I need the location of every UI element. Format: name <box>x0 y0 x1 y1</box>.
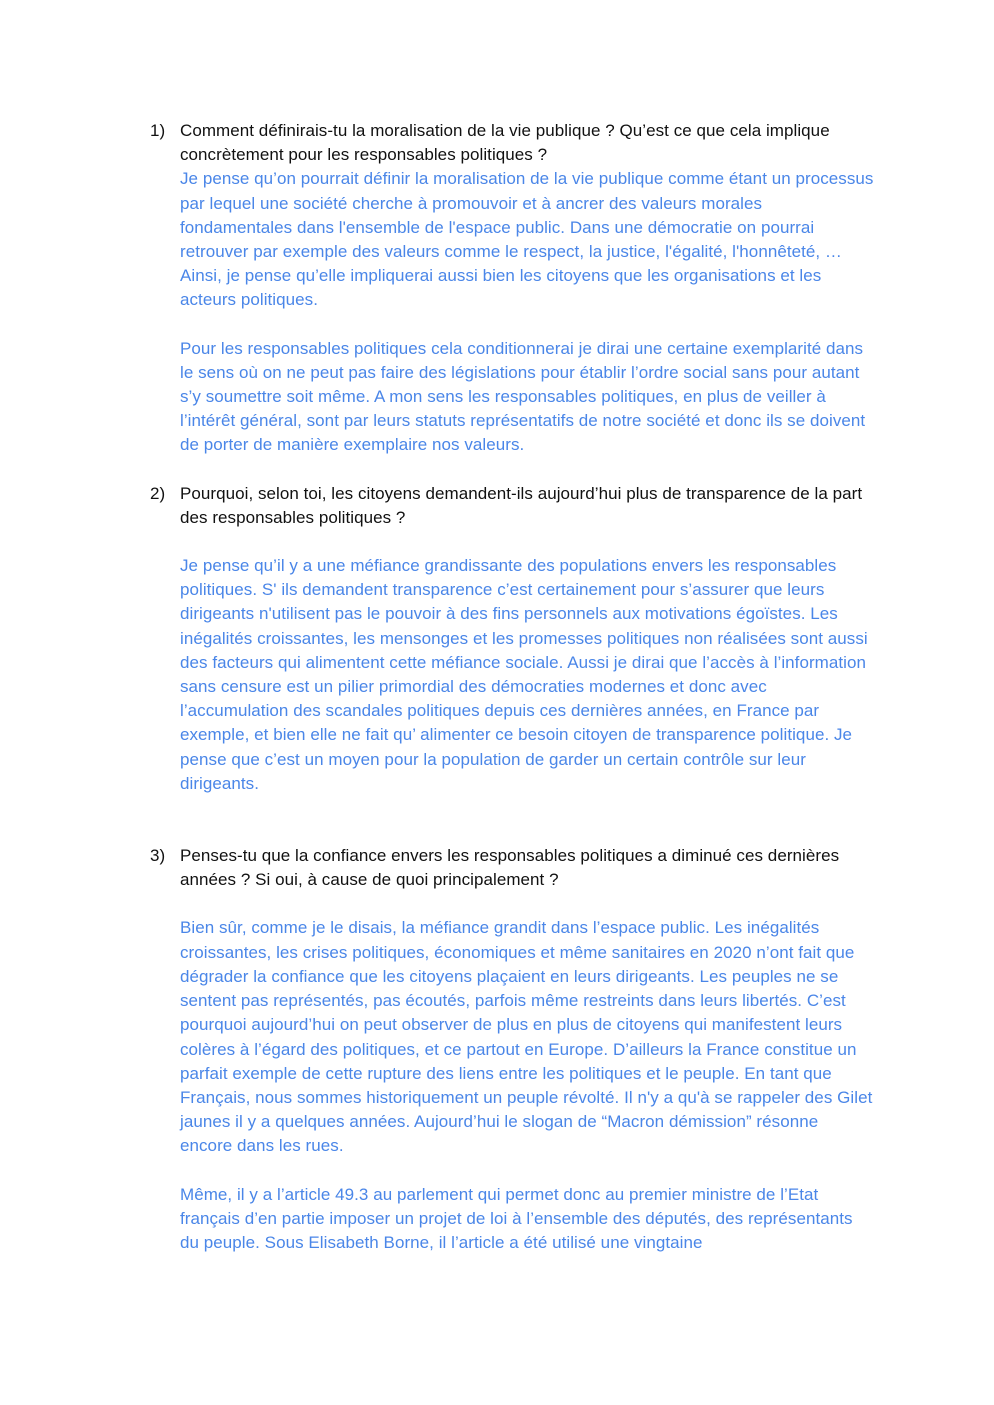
answer-3-paragraph-2: Même, il y a l’article 49.3 au parlement qui permet donc au premier ministre de l’Etat français d’en partie imposer un projet de loi à l’ensemble des députés, des représentants du peuple. Sous Elisabeth Borne, il l’article a été utilisé une vingtaine <box>180 1184 853 1252</box>
question-1 <box>150 119 875 167</box>
answer-2 <box>150 554 875 796</box>
answer-3 <box>150 916 875 1255</box>
question-section-1 <box>150 119 875 458</box>
answer-2-paragraph-1: Je pense qu’il y a une méfiance grandissante des populations envers les responsables politiques. S' ils demandent transparence c’est certainement pour s’assurer que leurs dirigeants n'utilisent pas le pouvoir à des fins personnels aux motivations égoïstes. Les inégalités croissantes, les mensonges et les promesses politiques non réalisées sont aussi des facteurs qui alimentent cette méfiance sociale. Aussi je dirai que l’accès à l’information sans censure est un pilier primordial des démocraties modernes et donc avec l’accumulation des scandales politiques depuis ces dernières années, en France par exemple, et bien elle ne fait qu’ alimenter ce besoin citoyen de transparence politique. Je pense que c’est un moyen pour la population de garder un certain contrôle sur leur dirigeants. <box>180 556 868 793</box>
question-text-3: Penses-tu que la confiance envers les responsables politiques a diminué ces dernières années ? Si oui, à cause de quoi principalement ? <box>180 846 840 890</box>
answer-1 <box>150 167 875 457</box>
question-3 <box>150 844 875 892</box>
question-2 <box>150 482 875 530</box>
question-section-3 <box>150 844 875 1255</box>
question-number-1: 1) <box>150 121 166 140</box>
question-section-2 <box>150 482 875 796</box>
answer-3-paragraph-1: Bien sûr, comme je le disais, la méfiance grandit dans l’espace public. Les inégalités croissantes, les crises politiques, économiques et même sanitaires en 2020 n’ont fait que dégrader la confiance que les citoyens plaçaient en leurs dirigeants. Les peuples ne se sentent pas représentés, pas écoutés, parfois même restreints dans leurs libertés. C’est pourquoi aujourd’hui on peut observer de plus en plus de citoyens qui manifestent leurs colères à l’égard des politiques, et ce partout en Europe. D’ailleurs la France constitue un parfait exemple de cette rupture des liens entre les politiques et le peuple. En tant que Français, nous sommes historiquement un peuple révolté. Il n'y a qu'à se rappeler des Gilet jaunes il y a quelques années. Aujourd’hui le slogan de “Macron démission” résonne encore dans les rues. <box>180 918 873 1156</box>
question-number-3: 3) <box>150 846 166 866</box>
answer-1-paragraph-2: Pour les responsables politiques cela conditionnerai je dirai une certaine exemplarité dans le sens où on ne peut pas faire des législations pour établir l’ordre social sans pour autant s’y soumettre soit même. A mon sens les responsables politiques, en plus de veiller à l’intérêt général, sont par leurs statuts représentatifs de notre société et donc ils se doivent de porter de manière exemplaire nos valeurs. <box>180 338 866 455</box>
answer-1-paragraph-1: Je pense qu’on pourrait définir la moralisation de la vie publique comme étant un processus par lequel une société cherche à promouvoir et à ancrer des valeurs morales fondamentales dans l'ensemble de l'espace public. Dans une démocratie on pourrai retrouver par exemple des valeurs comme le respect, la justice, l'égalité, l'honnêteté, … Ainsi, je pense qu’elle impliquerai aussi bien les citoyens que les organisations et les acteurs politiques. <box>180 169 874 310</box>
document-body <box>150 119 875 1255</box>
question-text-1: Comment définirais-tu la moralisation de la vie publique ? Qu’est ce que cela implique concrètement pour les responsables politiques ? <box>180 121 830 165</box>
question-text-2: Pourquoi, selon toi, les citoyens demandent-ils aujourd’hui plus de transparence de la part des responsables politiques ? <box>180 483 863 527</box>
question-number-2: 2) <box>150 483 166 503</box>
